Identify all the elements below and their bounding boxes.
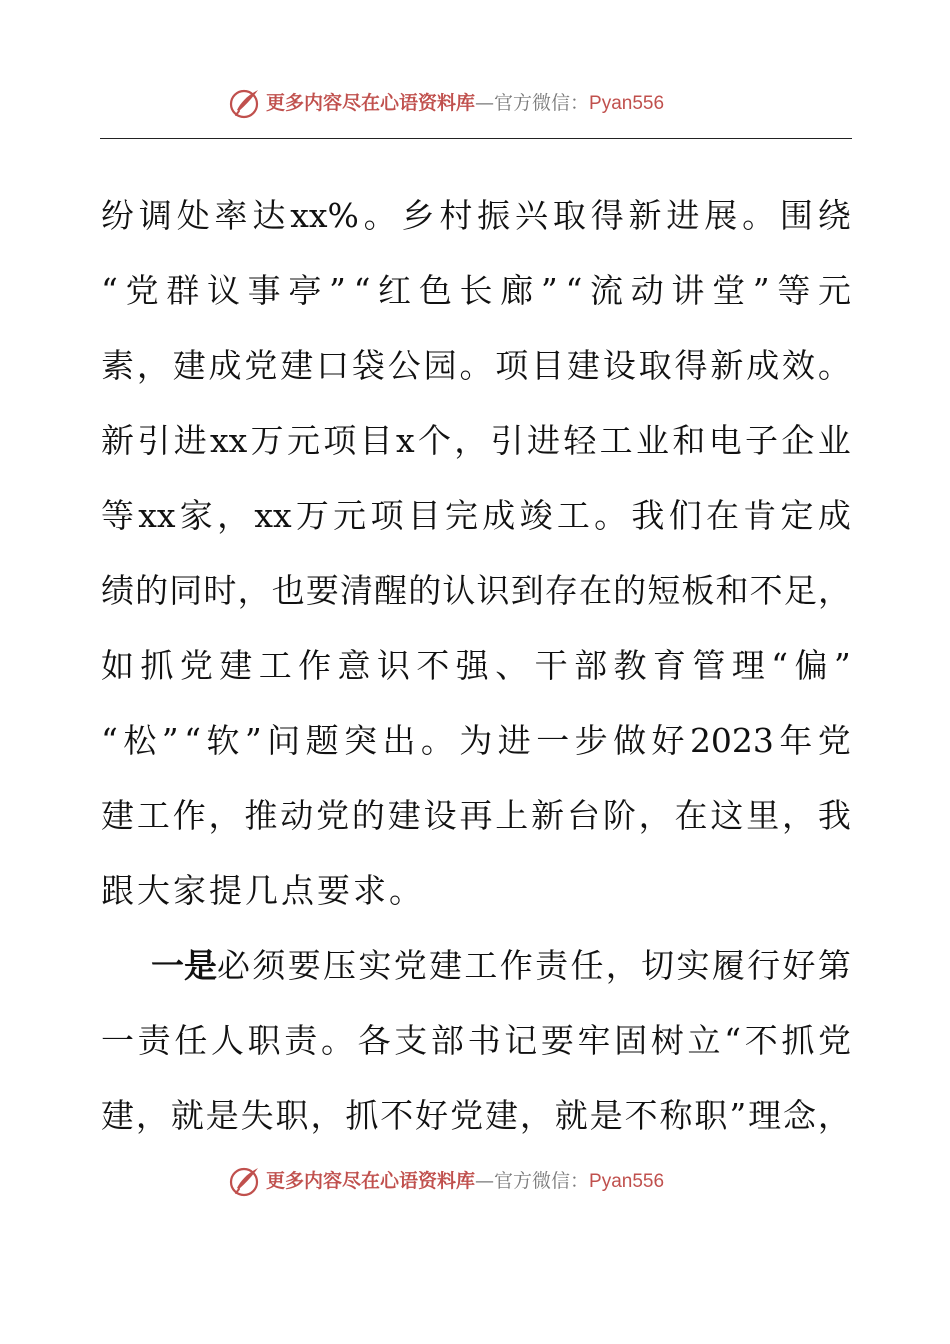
- body-line: [101, 178, 851, 253]
- glyph: 进: [526, 420, 560, 460]
- glyph: 育: [652, 645, 686, 685]
- glyph: 上: [495, 795, 529, 835]
- glyph: 是: [589, 1095, 623, 1135]
- glyph: 建: [566, 345, 600, 385]
- glyph: 。: [363, 195, 397, 235]
- glyph: ，: [817, 570, 851, 610]
- glyph: 题: [305, 720, 339, 760]
- glyph: 元: [818, 270, 851, 310]
- glyph: 不: [744, 1020, 778, 1060]
- glyph: 建: [219, 645, 253, 685]
- header-banner-text: [266, 90, 664, 116]
- document-body: [101, 178, 851, 1153]
- glyph: 板: [681, 570, 715, 610]
- glyph: 廊: [500, 270, 534, 310]
- glyph: 兴: [515, 195, 549, 235]
- glyph: 流: [590, 270, 623, 310]
- glyph: 建: [429, 945, 463, 985]
- glyph: 识: [476, 570, 510, 610]
- glyph: 要: [540, 1020, 574, 1060]
- glyph: 一: [536, 720, 570, 760]
- glyph: 新: [628, 195, 662, 235]
- footer-banner: [0, 1162, 950, 1202]
- glyph: 的: [135, 570, 169, 610]
- glyph: 党: [817, 720, 851, 760]
- glyph: 须: [252, 945, 286, 985]
- glyph: 推: [244, 795, 278, 835]
- glyph: 进: [666, 195, 700, 235]
- glyph: ”: [833, 645, 851, 685]
- glyph: 2023: [689, 720, 774, 760]
- glyph: 就: [554, 1095, 588, 1135]
- glyph: 村: [439, 195, 473, 235]
- glyph: 我: [631, 495, 665, 535]
- glyph: 好: [415, 1095, 449, 1135]
- glyph: 作: [172, 795, 206, 835]
- glyph: 意: [337, 645, 371, 685]
- glyph: 。: [420, 720, 454, 760]
- glyph: 建: [387, 795, 421, 835]
- glyph: 立: [687, 1020, 721, 1060]
- glyph: 工: [258, 645, 292, 685]
- glyph: 足: [783, 570, 817, 610]
- glyph: 工: [599, 420, 633, 460]
- glyph: ，: [310, 1095, 344, 1135]
- glyph: 口: [316, 345, 350, 385]
- header-banner-title: 更多内容尽在心语资料库: [266, 92, 476, 114]
- glyph: 振: [477, 195, 511, 235]
- glyph: 议: [206, 270, 240, 310]
- glyph: 要: [287, 945, 321, 985]
- glyph: 实: [676, 945, 710, 985]
- glyph: 是: [205, 1095, 239, 1135]
- glyph: 责: [137, 1020, 171, 1060]
- glyph: 等: [777, 270, 811, 310]
- glyph: 调: [138, 195, 172, 235]
- glyph: ”: [540, 270, 558, 310]
- glyph: 履: [711, 945, 745, 985]
- glyph: 目: [359, 420, 393, 460]
- glyph: 也: [271, 570, 305, 610]
- body-line: [101, 628, 851, 703]
- glyph: 企: [781, 420, 815, 460]
- glyph: 党: [393, 945, 427, 985]
- glyph: ，: [136, 345, 170, 385]
- glyph: “: [101, 720, 118, 760]
- glyph: 电: [708, 420, 742, 460]
- glyph: ”: [729, 1095, 747, 1135]
- glyph: 教: [613, 645, 647, 685]
- glyph: 党: [179, 645, 213, 685]
- glyph: 项: [323, 420, 357, 460]
- glyph: ，: [605, 945, 639, 985]
- glyph: ，: [217, 495, 251, 535]
- glyph: ”: [244, 720, 262, 760]
- glyph: 要: [305, 570, 339, 610]
- glyph: 目: [407, 495, 441, 535]
- glyph: 党: [316, 795, 350, 835]
- glyph: 不: [380, 1095, 414, 1135]
- glyph: 步: [574, 720, 608, 760]
- glyph: 个: [417, 420, 451, 460]
- glyph: 。: [817, 345, 851, 385]
- paragraph-2-first-line: [101, 928, 851, 1003]
- glyph: 部: [430, 1020, 464, 1060]
- glyph: 工: [136, 795, 170, 835]
- glyph: 一: [101, 1020, 134, 1060]
- glyph: “: [101, 270, 118, 310]
- body-line: [101, 778, 851, 853]
- glyph: 理: [748, 1095, 782, 1135]
- footer-banner-title: 更多内容尽在心语资料库: [266, 1170, 476, 1192]
- glyph: xx: [254, 495, 292, 535]
- glyph: 年: [779, 720, 813, 760]
- glyph: 红: [378, 270, 412, 310]
- glyph: 责: [535, 945, 569, 985]
- glyph: ，: [208, 795, 242, 835]
- glyph: 进: [497, 720, 531, 760]
- glyph: 色: [418, 270, 452, 310]
- glyph: 职: [275, 1095, 309, 1135]
- glyph: 如: [101, 645, 134, 685]
- glyph: 记: [504, 1020, 538, 1060]
- glyph: 引: [490, 420, 524, 460]
- header-banner: [0, 84, 950, 124]
- header-banner-dash: —: [475, 92, 495, 114]
- glyph: 、: [495, 645, 529, 685]
- glyph: 压: [323, 945, 357, 985]
- body-line: [101, 328, 851, 403]
- glyph: 突: [344, 720, 377, 760]
- body-line-p2: [101, 1003, 851, 1078]
- glyph: 这: [710, 795, 744, 835]
- glyph: 得: [590, 195, 624, 235]
- glyph: 等: [101, 495, 134, 535]
- glyph: 建: [101, 1095, 134, 1135]
- glyph: 新: [101, 420, 134, 460]
- glyph: ，: [135, 1095, 169, 1135]
- footer-banner-wechat-label: 官方微信：: [494, 1170, 590, 1192]
- glyph: 做: [613, 720, 647, 760]
- glyph: 里: [746, 795, 780, 835]
- glyph: 干: [534, 645, 568, 685]
- glyph: 管: [692, 645, 726, 685]
- glyph: 完: [445, 495, 478, 535]
- glyph: 作: [298, 645, 332, 685]
- body-line: [101, 703, 851, 778]
- glyph: 支: [394, 1020, 428, 1060]
- glyph: ”: [752, 270, 770, 310]
- glyph: 到: [510, 570, 544, 610]
- glyph: 出: [382, 720, 416, 760]
- glyph: 党: [244, 345, 278, 385]
- glyph: 念: [783, 1095, 816, 1135]
- body-line-p2: [101, 1078, 851, 1153]
- footer-banner-text: [266, 1168, 664, 1194]
- glyph: 成: [746, 345, 780, 385]
- glyph: 元: [333, 495, 367, 535]
- glyph: 建: [101, 795, 134, 835]
- footer-banner-dash: —: [475, 1170, 495, 1192]
- glyph: ，: [237, 570, 271, 610]
- glyph: 再: [459, 795, 493, 835]
- glyph: 引: [137, 420, 171, 460]
- glyph: ，: [817, 1095, 851, 1135]
- glyph: ，: [782, 795, 816, 835]
- glyph: 任: [174, 1020, 208, 1060]
- glyph: 短: [647, 570, 681, 610]
- glyph: 称: [659, 1095, 693, 1135]
- glyph: 子: [745, 420, 779, 460]
- glyph: 得: [674, 345, 708, 385]
- glyph: 失: [240, 1095, 274, 1135]
- body-line: [101, 403, 851, 478]
- glyph: 展: [704, 195, 738, 235]
- glyph: 树: [650, 1020, 684, 1060]
- glyph: x: [395, 420, 415, 460]
- header-banner-wechat-label: 官方微信：: [494, 92, 590, 114]
- glyph: xx: [138, 495, 176, 535]
- glyph: 识: [376, 645, 410, 685]
- glyph: 长: [459, 270, 493, 310]
- glyph: 讲: [671, 270, 705, 310]
- glyph: 党: [818, 1020, 851, 1060]
- glyph: ，: [638, 795, 672, 835]
- glyph: 轻: [563, 420, 597, 460]
- glyph: 的: [351, 795, 385, 835]
- glyph: 取: [552, 195, 586, 235]
- body-line: [101, 478, 851, 553]
- glyph: 书: [467, 1020, 501, 1060]
- glyph: 园: [423, 345, 457, 385]
- glyph: xx: [210, 420, 248, 460]
- glyph: 抓: [781, 1020, 815, 1060]
- paragraph-2-rest: [217, 942, 851, 990]
- glyph: 业: [636, 420, 670, 460]
- body-line: 跟大家提几点要求。: [101, 870, 425, 910]
- glyph: 元: [286, 420, 320, 460]
- glyph: 部: [574, 645, 608, 685]
- glyph: 人: [210, 1020, 244, 1060]
- header-divider: [100, 138, 852, 139]
- glyph: “: [771, 645, 789, 685]
- footer-banner-wechat-id: Pyan556: [589, 1171, 665, 1192]
- glyph: 建: [172, 345, 206, 385]
- glyph: 认: [442, 570, 476, 610]
- glyph: 效: [782, 345, 816, 385]
- glyph: 在: [578, 570, 612, 610]
- glyph: 。: [594, 495, 628, 535]
- glyph: 处: [176, 195, 210, 235]
- glyph: 松: [123, 720, 157, 760]
- glyph: 家: [179, 495, 213, 535]
- glyph: 。: [320, 1020, 354, 1060]
- glyph: 在: [674, 795, 708, 835]
- glyph: 群: [166, 270, 200, 310]
- glyph: “: [565, 270, 583, 310]
- glyph: 围: [779, 195, 813, 235]
- glyph: ，: [454, 420, 488, 460]
- glyph: 固: [614, 1020, 648, 1060]
- glyph: 素: [101, 345, 134, 385]
- glyph: 项: [370, 495, 404, 535]
- glyph: 业: [817, 420, 851, 460]
- glyph: 阶: [602, 795, 636, 835]
- glyph: 强: [455, 645, 489, 685]
- glyph: 切: [641, 945, 675, 985]
- glyph: 时: [203, 570, 237, 610]
- glyph: 和: [672, 420, 706, 460]
- glyph: 职: [694, 1095, 728, 1135]
- glyph: ，: [519, 1095, 553, 1135]
- glyph: 新: [531, 795, 565, 835]
- glyph: 取: [638, 345, 672, 385]
- glyph: 台: [566, 795, 600, 835]
- glyph: ”: [329, 270, 346, 310]
- glyph: 不: [624, 1095, 658, 1135]
- glyph: 党: [450, 1095, 484, 1135]
- glyph: 必: [217, 945, 250, 985]
- glyph: 。: [459, 345, 493, 385]
- glyph: 不: [749, 570, 783, 610]
- glyph: 建: [280, 345, 314, 385]
- glyph: 堂: [712, 270, 746, 310]
- glyph: 抓: [140, 645, 174, 685]
- glyph: 党: [125, 270, 159, 310]
- glyph: 纷: [101, 195, 134, 235]
- glyph: 的: [408, 570, 442, 610]
- glyph: 绩: [101, 570, 134, 610]
- glyph: 亭: [288, 270, 322, 310]
- glyph: 竣: [519, 495, 553, 535]
- glyph: 率: [214, 195, 248, 235]
- glyph: 行: [747, 945, 781, 985]
- glyph: “: [184, 720, 201, 760]
- glyph: 袋: [351, 345, 385, 385]
- glyph: 和: [715, 570, 749, 610]
- glyph: 成: [817, 495, 851, 535]
- glyph: 项: [495, 345, 529, 385]
- body-line: [101, 553, 851, 628]
- glyph: 理: [731, 645, 765, 685]
- paragraph-2-lead: 一是: [151, 945, 217, 985]
- glyph: 作: [499, 945, 533, 985]
- glyph: xx%: [290, 195, 359, 235]
- glyph: 成: [208, 345, 242, 385]
- glyph: 醒: [374, 570, 408, 610]
- glyph: 目: [531, 345, 565, 385]
- body-line: [101, 253, 851, 328]
- header-banner-wechat-id: Pyan556: [589, 93, 665, 114]
- glyph: 好: [782, 945, 816, 985]
- glyph: 清: [339, 570, 373, 610]
- glyph: 我: [817, 795, 851, 835]
- glyph: 动: [280, 795, 314, 835]
- glyph: 乡: [401, 195, 435, 235]
- glyph: 万: [250, 420, 284, 460]
- glyph: 好: [651, 720, 685, 760]
- glyph: 定: [780, 495, 814, 535]
- glyph: 抓: [345, 1095, 379, 1135]
- glyph: 第: [817, 945, 851, 985]
- glyph: 公: [387, 345, 421, 385]
- glyph: 工: [464, 945, 498, 985]
- glyph: 进: [173, 420, 207, 460]
- quill-circle-logo-icon: [228, 86, 262, 120]
- glyph: “: [353, 270, 371, 310]
- glyph: 们: [668, 495, 702, 535]
- glyph: 为: [459, 720, 493, 760]
- glyph: 偏: [794, 645, 828, 685]
- glyph: 的: [613, 570, 647, 610]
- glyph: 不: [416, 645, 450, 685]
- glyph: 各: [357, 1020, 391, 1060]
- glyph: ”: [161, 720, 179, 760]
- glyph: 在: [705, 495, 739, 535]
- glyph: 问: [267, 720, 301, 760]
- glyph: 存: [544, 570, 578, 610]
- glyph: 责: [284, 1020, 318, 1060]
- glyph: 软: [206, 720, 240, 760]
- glyph: 达: [252, 195, 286, 235]
- glyph: 同: [169, 570, 203, 610]
- glyph: 设: [423, 795, 457, 835]
- glyph: 设: [602, 345, 636, 385]
- glyph: 牢: [577, 1020, 611, 1060]
- quill-circle-logo-icon: [228, 1164, 262, 1198]
- glyph: 动: [630, 270, 664, 310]
- glyph: 工: [556, 495, 590, 535]
- glyph: 就: [170, 1095, 204, 1135]
- glyph: 实: [358, 945, 392, 985]
- glyph: “: [724, 1020, 742, 1060]
- glyph: 任: [570, 945, 604, 985]
- glyph: 万: [295, 495, 329, 535]
- glyph: 职: [247, 1020, 281, 1060]
- glyph: 建: [484, 1095, 518, 1135]
- glyph: 绕: [817, 195, 851, 235]
- glyph: 新: [710, 345, 744, 385]
- glyph: 。: [742, 195, 776, 235]
- glyph: 事: [247, 270, 281, 310]
- glyph: 成: [482, 495, 516, 535]
- glyph: 肯: [743, 495, 777, 535]
